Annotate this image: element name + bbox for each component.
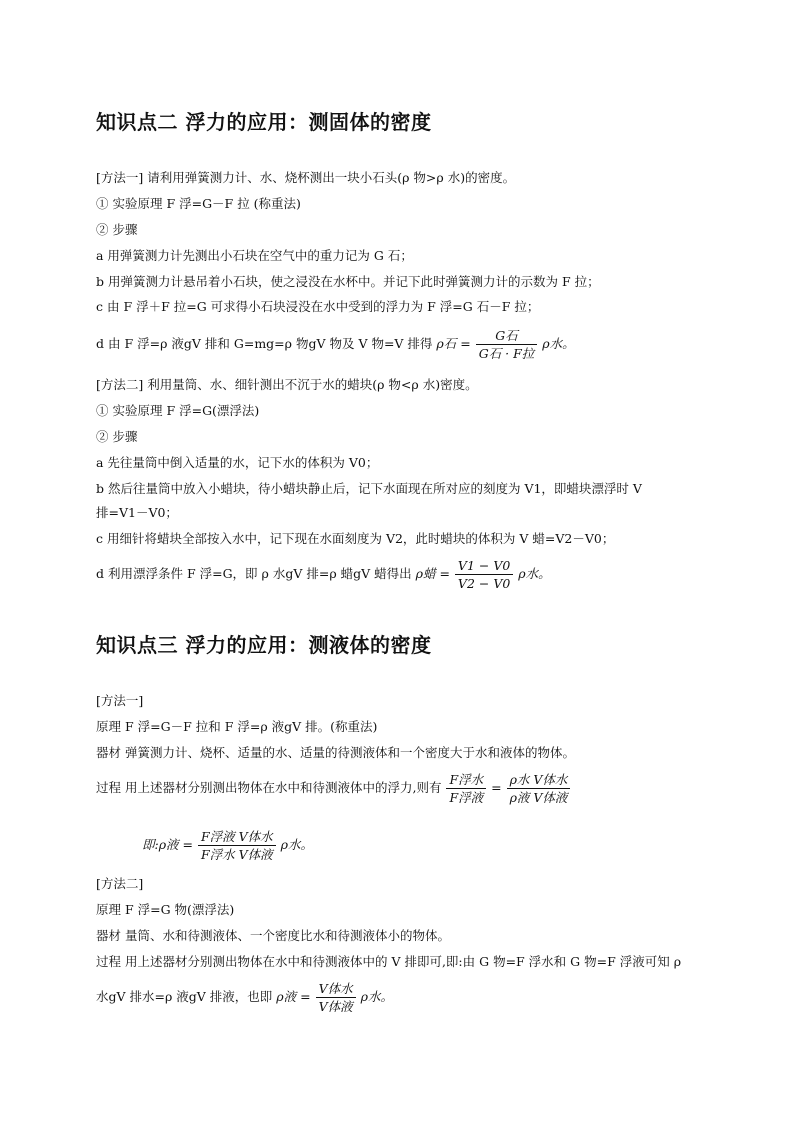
fraction-numerator: ρ水 V体水 [507, 771, 571, 789]
method2-intro: [方法二] 利用量筒、水、细针测出不沉于水的蜡块(ρ 物<ρ 水)密度。 [96, 377, 478, 392]
fraction-denominator: F浮液 [449, 790, 484, 805]
method2-step-d [96, 557, 551, 592]
method2-step-b-line1: b 然后往量筒中放入小蜡块，待小蜡块静止后，记下水面现在所对应的刻度为 V1，即蜡块漂浮时 V [96, 481, 642, 496]
buoyancy-ratio-fraction [446, 771, 486, 806]
method1-intro: [方法一] 请利用弹簧测力计、水、烧杯测出一块小石头(ρ 物>ρ 水)的密度。 [96, 170, 516, 185]
liquid-method2-process-line1: 过程 用上述器材分别测出物体在水中和待测液体中的 V 排即可,即:由 G 物=F 浮水和 G 物=F 浮液可知 ρ [96, 954, 682, 969]
method1-principle: ① 实验原理 F 浮=G－F 拉 (称重法) [96, 196, 301, 211]
liquid-method1-principle: 原理 F 浮=G－F 拉和 F 浮=ρ 液gV 排。(称重法) [96, 719, 378, 734]
rho-water-suffix: ρ水。 [518, 566, 551, 581]
fraction-denominator: V体液 [318, 999, 353, 1014]
liquid-method1-process [96, 771, 571, 806]
wax-density-fraction [455, 557, 513, 592]
fraction-denominator: V2 − V0 [457, 576, 511, 591]
volume-ratio-fraction [316, 980, 356, 1015]
rho-stone-symbol: ρ石 = [436, 336, 471, 351]
method1-step-b: b 用弹簧测力计悬吊着小石块，使之浸没在水杯中。并记下此时弹簧测力计的示数为 F 拉； [96, 274, 600, 289]
rho-water-suffix: ρ水。 [360, 989, 393, 1004]
liquid-method2-process-line2 [96, 980, 393, 1015]
rho-wax-symbol: ρ蜡 = [415, 566, 450, 581]
fraction-numerator: V体水 [316, 980, 356, 998]
liquid-method1-result [142, 828, 313, 863]
stone-density-fraction [476, 327, 538, 362]
fraction-denominator: G石 · F拉 [478, 346, 535, 361]
rho-liquid-symbol: 即:ρ液 = [142, 837, 194, 852]
fraction-numerator: F浮水 [446, 771, 486, 789]
rho-water-suffix: ρ水。 [542, 336, 575, 351]
density-volume-ratio-fraction [507, 771, 571, 806]
fraction-numerator: F浮液 V体水 [198, 828, 276, 846]
method1-step-d-text: d 由 F 浮=ρ 液gV 排和 G=mg=ρ 物gV 物及 V 物=V 排得 [96, 336, 433, 351]
method1-step-d [96, 327, 575, 362]
fraction-numerator: G石 [476, 327, 538, 345]
liquid-method2-label: [方法二] [96, 876, 144, 891]
process-text: 过程 用上述器材分别测出物体在水中和待测液体中的浮力,则有 [96, 780, 442, 795]
liquid-method2-equipment: 器材 量筒、水和待测液体、一个密度比水和待测液体小的物体。 [96, 928, 450, 943]
fraction-denominator: F浮水 V体液 [201, 847, 273, 862]
equals-sign: = [491, 780, 502, 795]
section-heading-liquid-density: 知识点三 浮力的应用：测液体的密度 [96, 633, 432, 657]
method2-step-a: a 先往量筒中倒入适量的水，记下水的体积为 V0； [96, 455, 379, 470]
section-heading-solid-density: 知识点二 浮力的应用：测固体的密度 [96, 110, 432, 134]
liquid-method1-label: [方法一] [96, 693, 144, 708]
method2-steps-label: ② 步骤 [96, 429, 138, 444]
liquid-density-fraction [198, 828, 276, 863]
fraction-numerator: V1 − V0 [455, 557, 513, 575]
fraction-denominator: ρ液 V体液 [509, 790, 568, 805]
method1-step-c: c 由 F 浮＋F 拉=G 可求得小石块浸没在水中受到的浮力为 F 浮=G 石－F 拉； [96, 299, 540, 314]
method2-step-c: c 用细针将蜡块全部按入水中，记下现在水面刻度为 V2，此时蜡块的体积为 V 蜡=V2－V0； [96, 531, 615, 546]
rho-liquid-symbol: ρ液 = [276, 989, 311, 1004]
liquid-method1-equipment: 器材 弹簧测力计、烧杯、适量的水、适量的待测液体和一个密度大于水和液体的物体。 [96, 745, 575, 760]
method2-principle: ① 实验原理 F 浮=G(漂浮法) [96, 403, 260, 418]
method2-step-b-line2: 排=V1－V0； [96, 505, 178, 520]
process-text: 水gV 排水=ρ 液gV 排液，也即 [96, 989, 273, 1004]
method1-step-a: a 用弹簧测力计先测出小石块在空气中的重力记为 G 石； [96, 248, 413, 263]
method1-steps-label: ② 步骤 [96, 222, 138, 237]
rho-water-suffix: ρ水。 [280, 837, 314, 852]
liquid-method2-principle: 原理 F 浮=G 物(漂浮法) [96, 902, 235, 917]
method2-step-d-text: d 利用漂浮条件 F 浮=G，即 ρ 水gV 排=ρ 蜡gV 蜡得出 [96, 566, 412, 581]
